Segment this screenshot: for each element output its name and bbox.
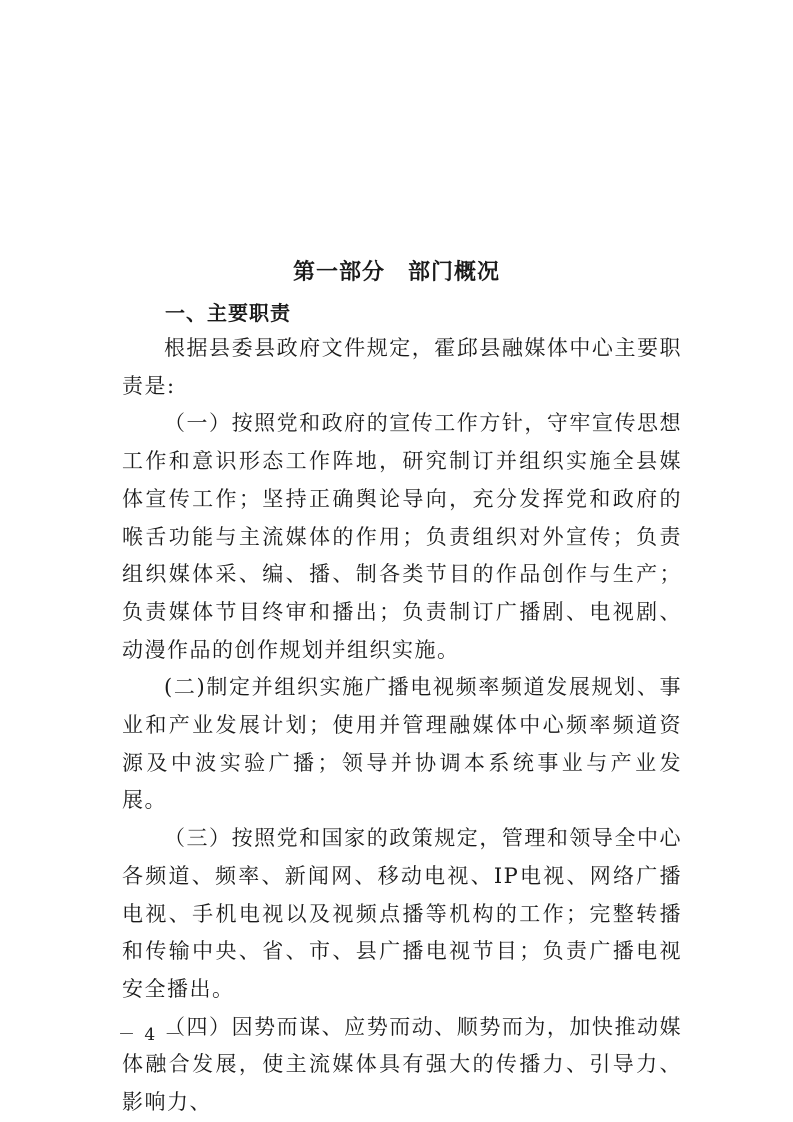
paragraph-2: (二)制定并组织实施广播电视频率频道发展规划、事业和产业发展计划；使用并管理融媒体中心频率频道资源及中波实验广播；领导并协调本系统事业与产业发展。 (122, 675, 682, 813)
paragraph-intro: 根据县委县政府文件规定，霍邱县融媒体中心主要职责是: (122, 336, 682, 398)
paragraph-1: （一）按照党和政府的宣传工作方针，守牢宣传思想工作和意识形态工作阵地，研究制订并组织实施全县媒体宣传工作；坚持正确舆论导向，充分发挥党和政府的喉舌功能与主流媒体的作用；负责组织对外宣传；负责组织媒体采、编、播、制各类节目的作品创作与生产；负责媒体节目终审和播出；负责制订广播剧、电视剧、动漫作品的创作规划并组织实施。 (122, 411, 682, 662)
paragraph-3: （三）按照党和国家的政策规定，管理和领导全中心各频道、频率、新闻网、移动电视、IP电视、网络广播电视、手机电视以及视频点播等机构的工作；完整转播和传输中央、省、市、县广播电视节目；负责广播电视安全播出。 (122, 826, 682, 1001)
page-number: － 4 － (118, 1025, 184, 1045)
section-heading: 一、主要职责 (165, 301, 291, 325)
paragraph-4: （四）因势而谋、应势而动、顺势而为，加快推动媒体融合发展，使主流媒体具有强大的传播力、引导力、影响力、 (122, 1014, 682, 1115)
body-text (122, 330, 682, 1122)
page-title: 第一部分 部门概况 (292, 260, 500, 285)
